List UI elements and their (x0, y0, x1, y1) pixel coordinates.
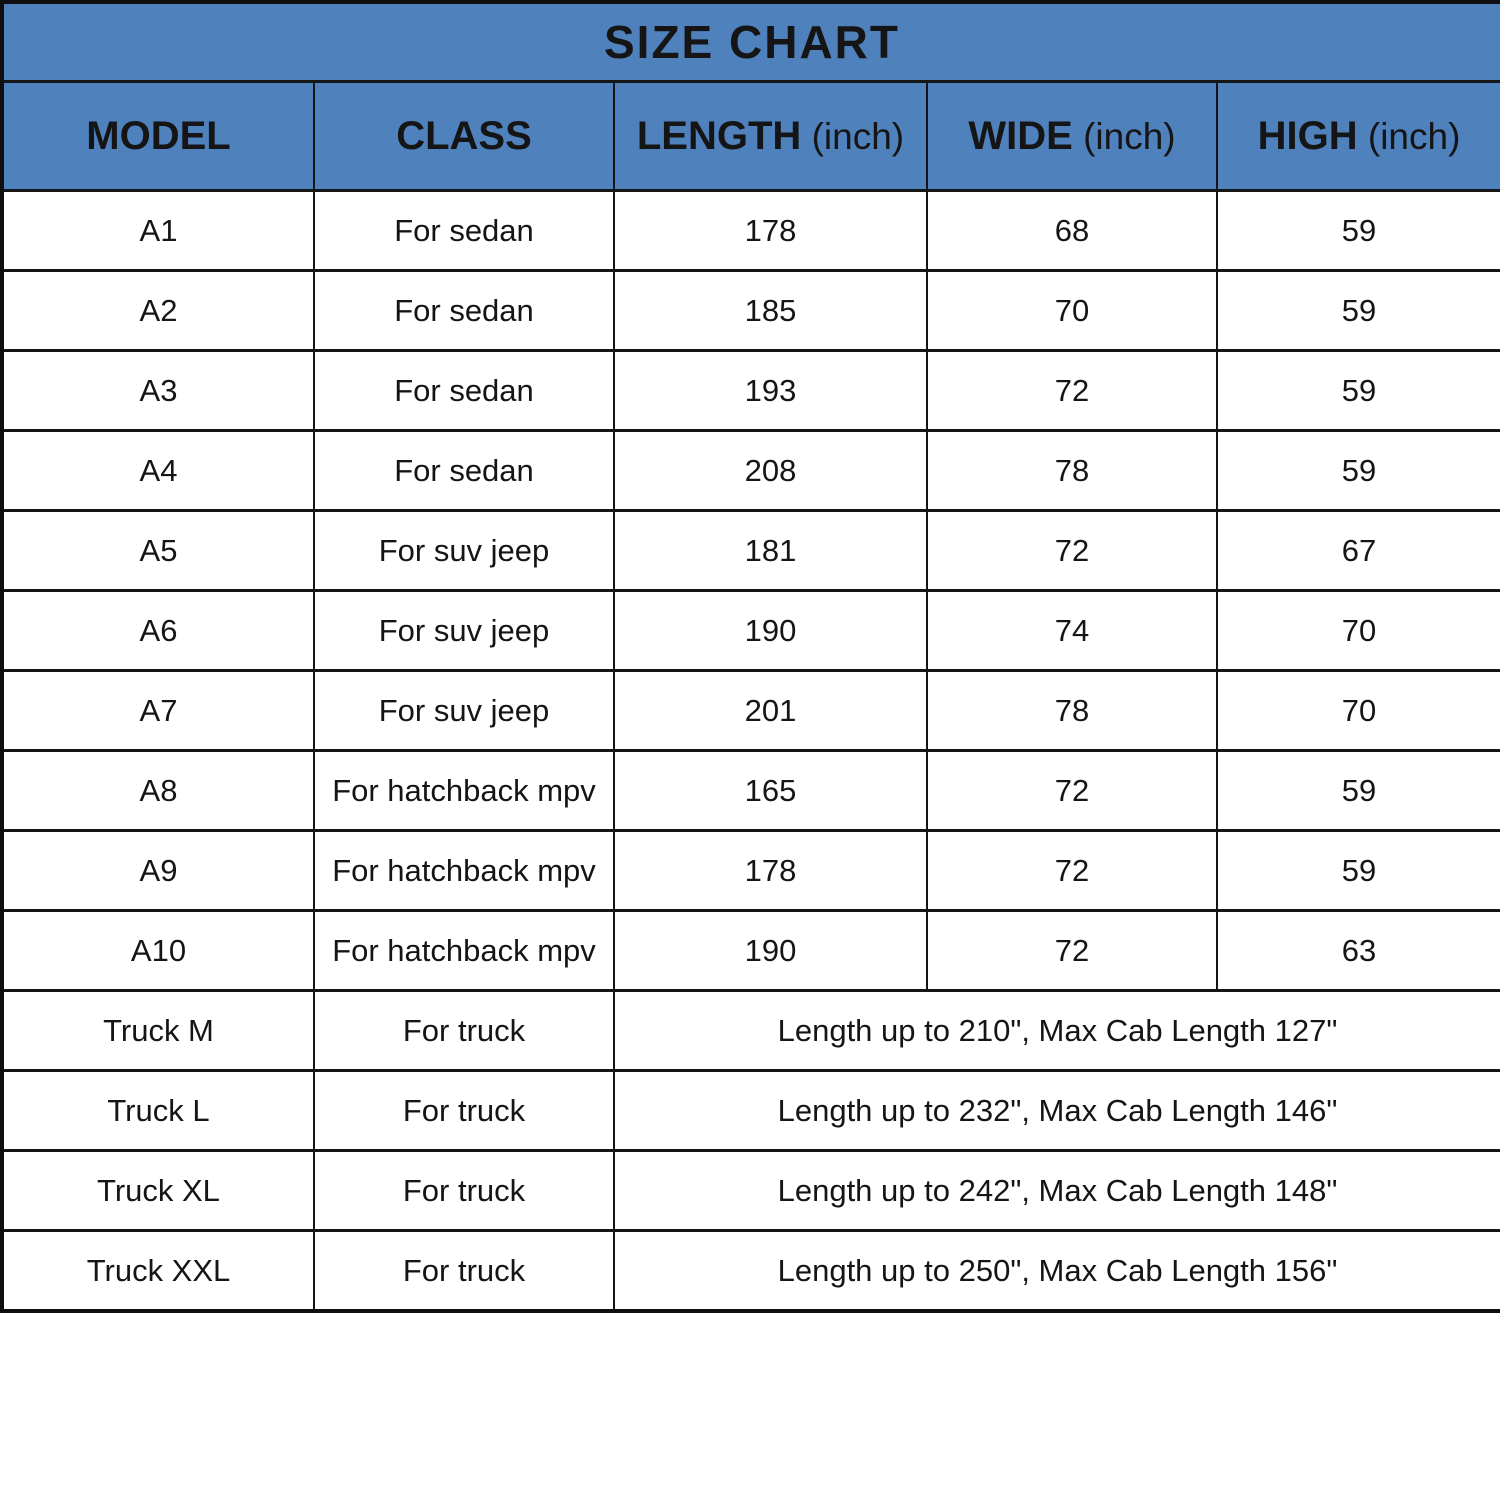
cell-value: 185 (614, 271, 927, 351)
table-row (2, 511, 1500, 591)
cell-value: 78 (927, 431, 1217, 511)
cell-value: For truck (314, 1231, 614, 1312)
title-row (2, 2, 1500, 82)
cell-value: 72 (927, 351, 1217, 431)
cell-value: 178 (614, 831, 927, 911)
cell-model: A9 (2, 831, 314, 911)
cell-value: 201 (614, 671, 927, 751)
cell-value: 59 (1217, 271, 1500, 351)
cell-value: 74 (927, 591, 1217, 671)
cell-value: 72 (927, 831, 1217, 911)
cell-value: 72 (927, 751, 1217, 831)
cell-spec: Length up to 242", Max Cab Length 148" (614, 1151, 1500, 1231)
cell-value: 70 (927, 271, 1217, 351)
cell-value: 59 (1217, 191, 1500, 271)
table-row (2, 1071, 1500, 1151)
cell-value: 72 (927, 911, 1217, 991)
cell-model: Truck XXL (2, 1231, 314, 1312)
cell-value: For suv jeep (314, 511, 614, 591)
table-row (2, 991, 1500, 1071)
cell-model: Truck XL (2, 1151, 314, 1231)
cell-value: 72 (927, 511, 1217, 591)
cell-value: For hatchback mpv (314, 831, 614, 911)
table-row (2, 671, 1500, 751)
cell-value: For sedan (314, 351, 614, 431)
column-header (314, 82, 614, 191)
cell-value: 59 (1217, 351, 1500, 431)
cell-value: 59 (1217, 751, 1500, 831)
cell-model: A10 (2, 911, 314, 991)
column-header-unit: (inch) (1357, 115, 1461, 157)
cell-spec: Length up to 232", Max Cab Length 146" (614, 1071, 1500, 1151)
cell-value: 59 (1217, 831, 1500, 911)
cell-value: For sedan (314, 271, 614, 351)
cell-value: For sedan (314, 191, 614, 271)
cell-model: A8 (2, 751, 314, 831)
column-header (614, 82, 927, 191)
column-header-label: CLASS (396, 113, 532, 158)
cell-value: 190 (614, 591, 927, 671)
cell-model: A5 (2, 511, 314, 591)
cell-value: 181 (614, 511, 927, 591)
table-row (2, 1231, 1500, 1312)
table-row (2, 1151, 1500, 1231)
column-header (1217, 82, 1500, 191)
cell-value: For truck (314, 1071, 614, 1151)
column-header (2, 82, 314, 191)
header-row (2, 82, 1500, 191)
column-header-label: MODEL (86, 113, 231, 158)
cell-value: 70 (1217, 591, 1500, 671)
column-header (927, 82, 1217, 191)
cell-value: For hatchback mpv (314, 911, 614, 991)
cell-value: 68 (927, 191, 1217, 271)
cell-value: For truck (314, 1151, 614, 1231)
cell-value: For sedan (314, 431, 614, 511)
cell-value: For hatchback mpv (314, 751, 614, 831)
cell-value: 63 (1217, 911, 1500, 991)
table-title: SIZE CHART (2, 2, 1500, 82)
table-row (2, 431, 1500, 511)
cell-value: 190 (614, 911, 927, 991)
column-header-label: LENGTH (636, 113, 802, 158)
cell-value: For suv jeep (314, 671, 614, 751)
column-header-label: WIDE (968, 113, 1073, 158)
cell-value: For suv jeep (314, 591, 614, 671)
cell-value: 78 (927, 671, 1217, 751)
cell-value: 178 (614, 191, 927, 271)
cell-spec: Length up to 210", Max Cab Length 127" (614, 991, 1500, 1071)
column-header-label: HIGH (1257, 113, 1358, 158)
cell-model: A2 (2, 271, 314, 351)
column-header-unit: (inch) (801, 115, 905, 157)
cell-value: 165 (614, 751, 927, 831)
table-row (2, 191, 1500, 271)
cell-spec: Length up to 250", Max Cab Length 156" (614, 1231, 1500, 1312)
cell-value: For truck (314, 991, 614, 1071)
cell-model: A6 (2, 591, 314, 671)
table-row (2, 351, 1500, 431)
cell-model: A3 (2, 351, 314, 431)
table-row (2, 591, 1500, 671)
cell-value: 208 (614, 431, 927, 511)
table-row (2, 911, 1500, 991)
cell-model: Truck M (2, 991, 314, 1071)
table-row (2, 271, 1500, 351)
cell-model: Truck L (2, 1071, 314, 1151)
cell-model: A4 (2, 431, 314, 511)
table-row (2, 751, 1500, 831)
cell-model: A1 (2, 191, 314, 271)
column-header-unit: (inch) (1072, 115, 1176, 157)
cell-value: 70 (1217, 671, 1500, 751)
table-row (2, 831, 1500, 911)
cell-value: 193 (614, 351, 927, 431)
cell-value: 67 (1217, 511, 1500, 591)
cell-value: 59 (1217, 431, 1500, 511)
table-body (2, 191, 1500, 1312)
cell-model: A7 (2, 671, 314, 751)
